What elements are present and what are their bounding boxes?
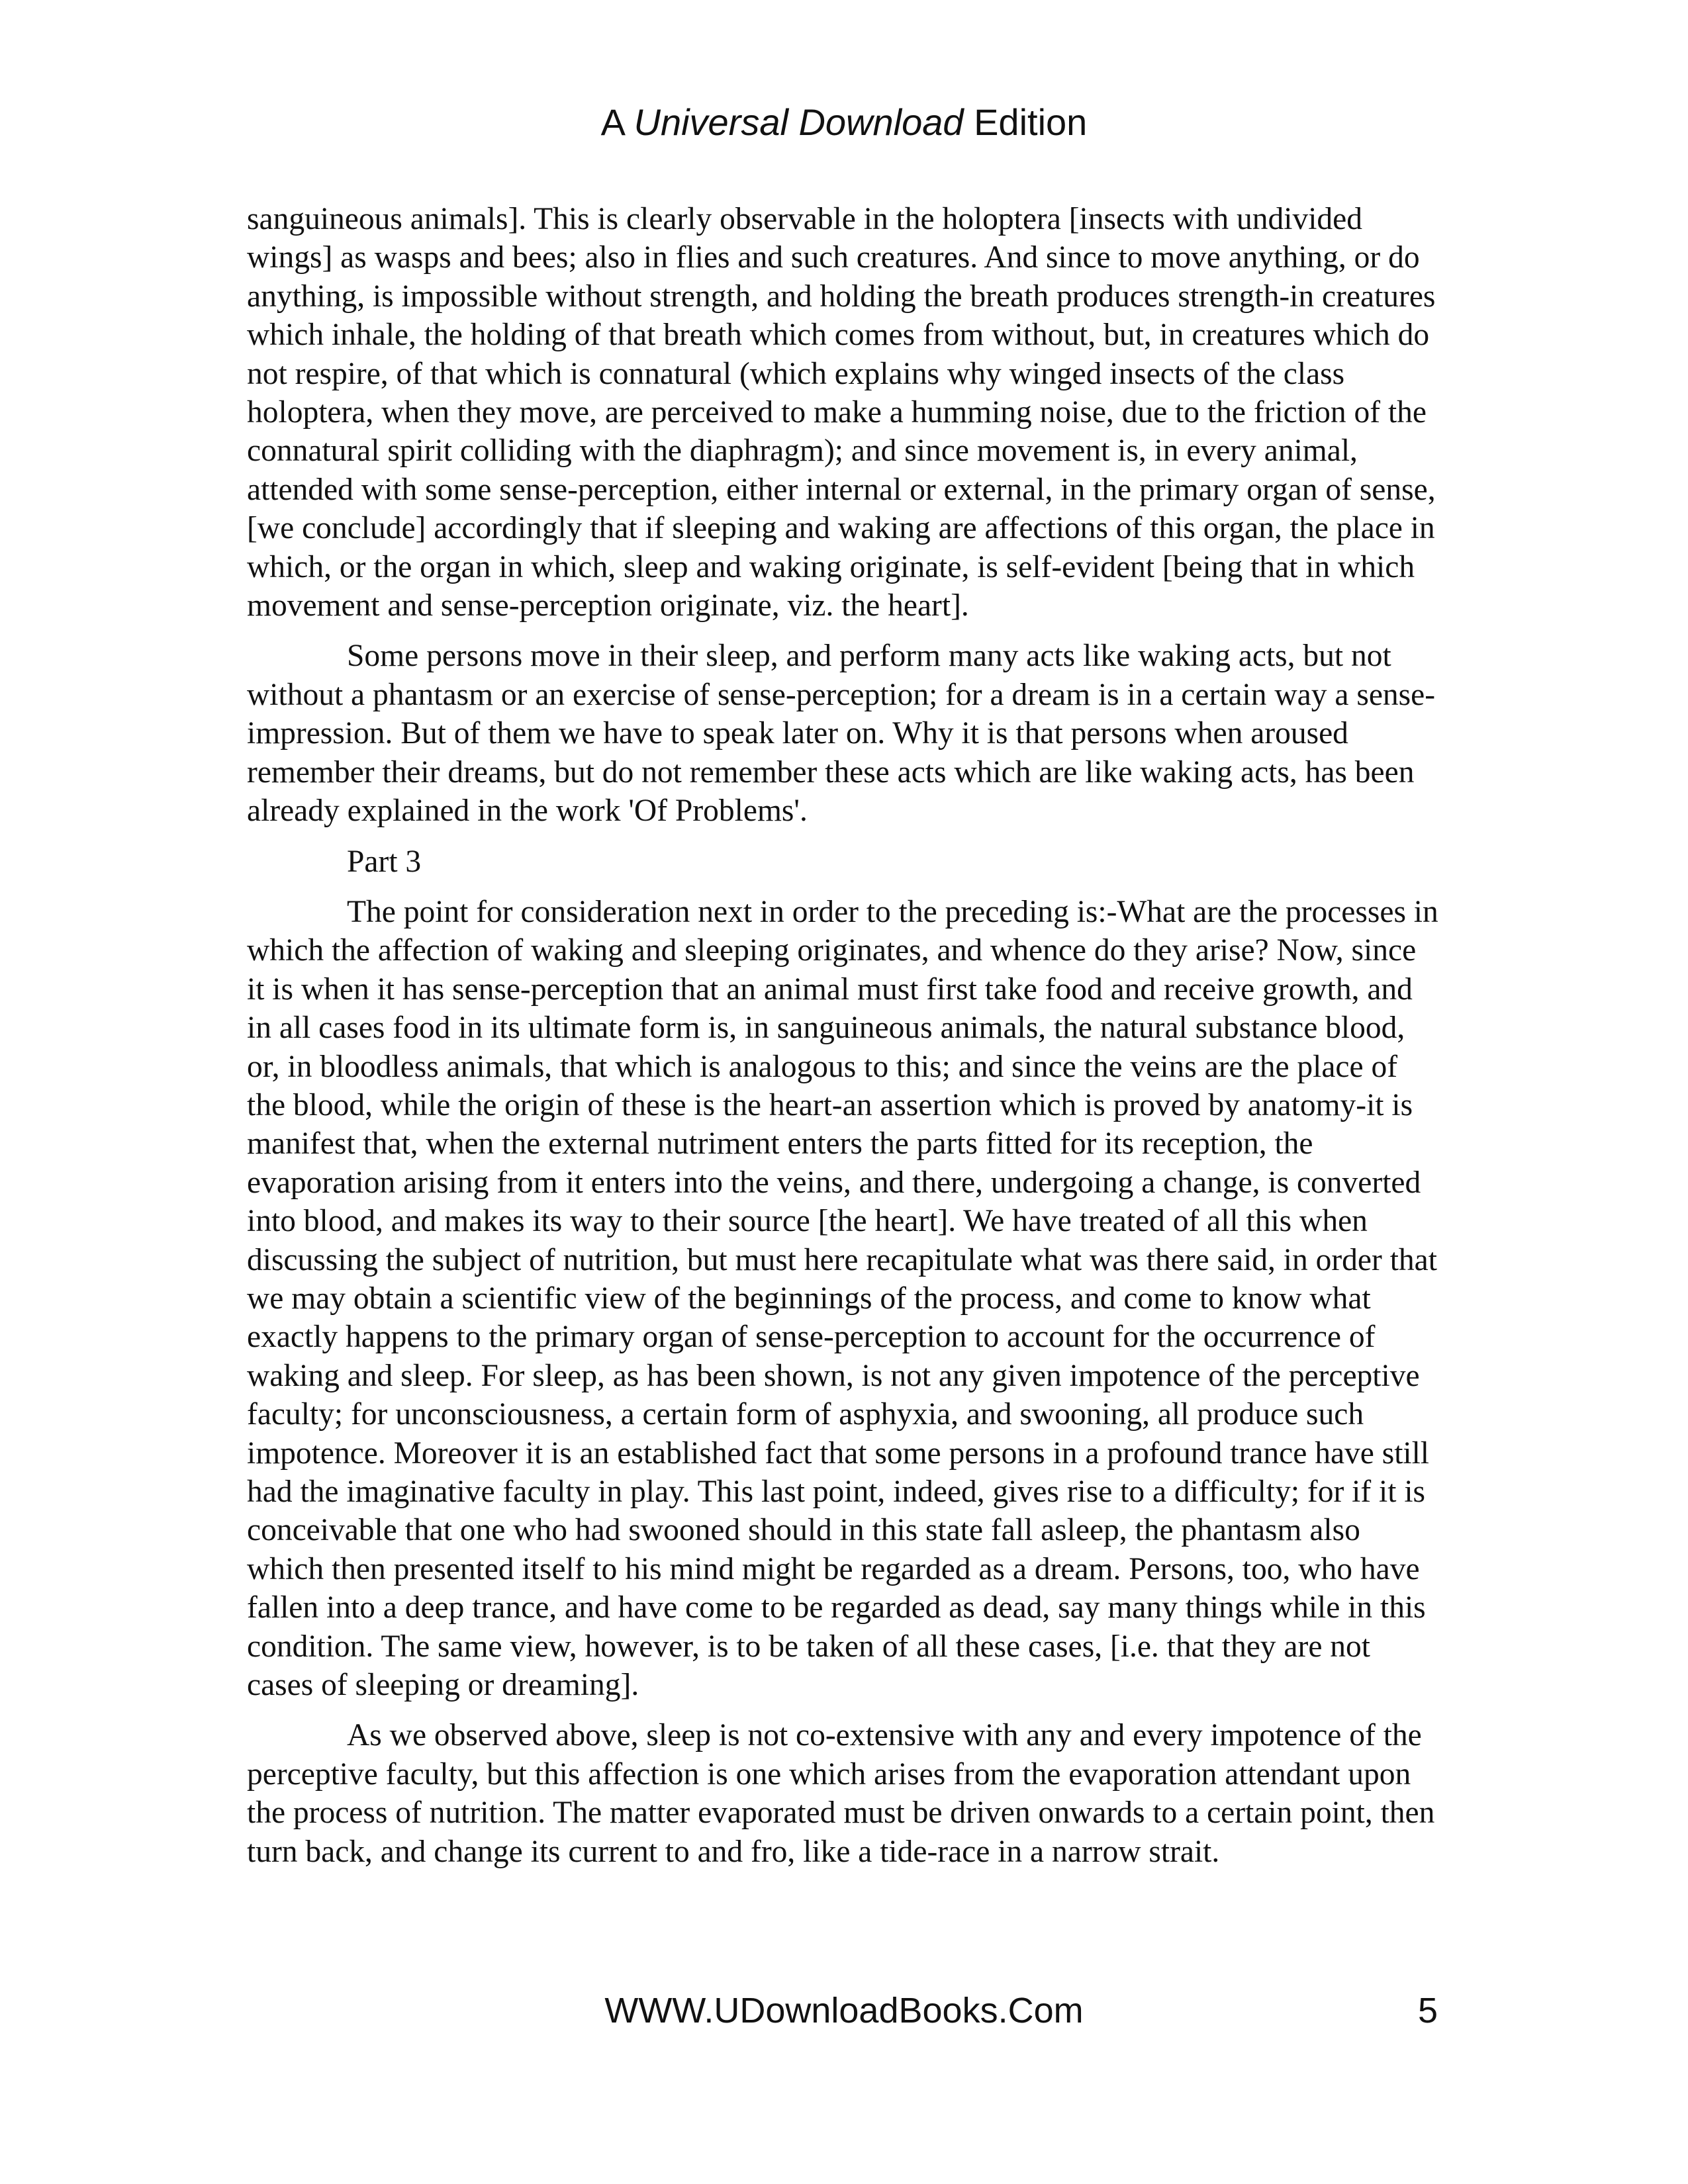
paragraph: The point for consideration next in order to the preceding is:-What are the processes in which the affection of waking and sleeping originates, and whence do they arise? Now, since it is when it has sense-perception that an animal must first take food and receive growth, and in all cases food in its ultimate form is, in sanguineous animals, the natural substance blood, or, in bloodless animals, that which is analogous to this; and since the veins are the place of the blood, while the origin of these is the heart-an assertion which is proved by anatomy-it is manifest that, when the external nutriment enters the parts fitted for its reception, the evaporation arising from it enters into the veins, and there, undergoing a change, is converted into blood, and makes its way to their source [the heart]. We have treated of all this when discussing the subject of nutrition, but must here recapitulate what was there said, in order that we may obtain a scientific view of the beginnings of the process, and come to know what exactly happens to the primary organ of sense-perception to account for the occurrence of waking and sleep. For sleep, as has been shown, is not any given impotence of the perceptive faculty; for unconsciousness, a certain form of asphyxia, and swooning, all produce such impotence. Moreover it is an established fact that some persons in a profound trance have still had the imaginative faculty in play. This last point, indeed, gives rise to a difficulty; for if it is conceivable that one who had swooned should in this state fall asleep, the phantasm also which then presented itself to his mind might be regarded as a dream. Persons, too, who have fallen into a deep trance, and have come to be regarded as dead, say many things while in this condition. The same view, however, is to be taken of all these cases, [i.e. that they are not cases of sleeping or dreaming]. [247,894,1438,1703]
section-heading-part-3: Part 3 [347,844,422,879]
body-text [247,200,1440,1883]
header-suffix: Edition [963,101,1088,143]
paragraph-continued: sanguineous animals]. This is clearly observable in the holoptera [insects with undivided wings] as wasps and bees; also in flies and such creatures. And since to move anything, or do anything, is impossible without strength, and holding the breath produces strength-in creatures which inhale, the holding of that breath which comes from without, but, in creatures which do not respire, of that which is connatural (which explains why winged insects of the class holoptera, when they move, are perceived to make a humming noise, due to the friction of the connatural spirit colliding with the diaphragm); and since movement is, in every animal, attended with some sense-perception, either internal or external, in the primary organ of sense, [we conclude] accordingly that if sleeping and waking are affections of this organ, the place in which, or the organ in which, sleep and waking originate, is self-evident [being that in which movement and sense-perception originate, viz. the heart]. [247,202,1436,623]
paragraph: As we observed above, sleep is not co-extensive with any and every impotence of the perceptive faculty, but this affection is one which arises from the evaporation attendant upon the process of nutrition. The matter evaporated must be driven onwards to a certain point, then turn back, and change its current to and fro, like a tide-race in a narrow strait. [247,1718,1435,1869]
running-header [0,99,1688,146]
footer-website: WWW.UDownloadBooks.Com [604,1991,1084,2030]
header-italic-title: Universal Download [633,101,964,143]
header-prefix: A [600,101,634,143]
paragraph: Some persons move in their sleep, and perform many acts like waking acts, but not without a phantasm or an exercise of sense-perception; for a dream is in a certain way a sense-impression. But of them we have to speak later on. Why it is that persons when aroused remember their dreams, but do not remember these acts which are like waking acts, has been already explained in the work 'Of Problems'. [247,639,1436,829]
page-number: 5 [1417,1991,1438,2030]
